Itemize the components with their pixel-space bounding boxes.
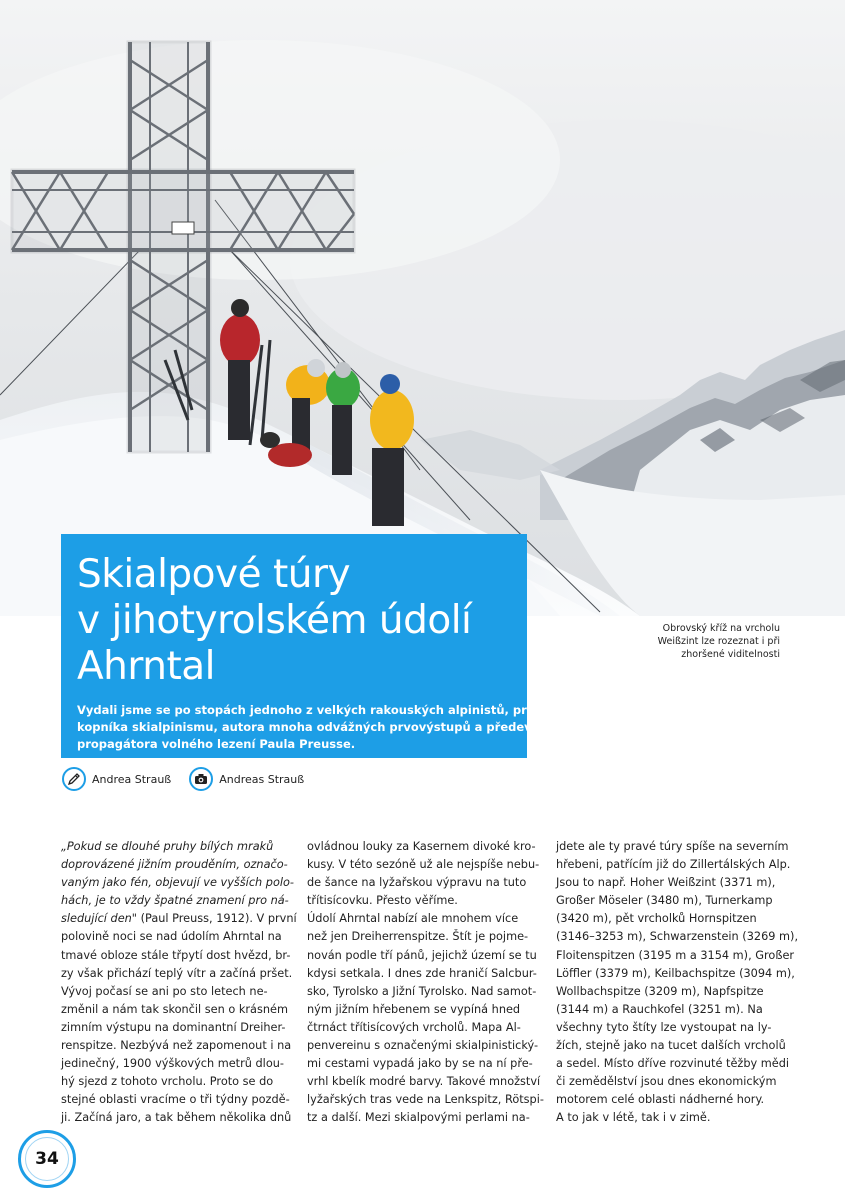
photo-caption xyxy=(628,622,780,661)
text-line xyxy=(61,838,293,856)
caption-line: Weißzint lze rozeznat i při xyxy=(657,636,780,647)
text-line: (3146–3253 m), Schwarzenstein (3269 m), xyxy=(556,930,799,944)
text-line: Vývoj počasí se ani po sto letech ne- xyxy=(61,984,268,998)
text-line: a sedel. Místo dříve rozvinuté těžby mědi xyxy=(556,1057,790,1071)
text-line: všechny tyto štíty lze vystoupat na ly- xyxy=(556,1020,772,1034)
text-line: kdysi setkala. I dnes zde hraničí Salcbur- xyxy=(307,966,537,980)
text-line: (3144 m) a Rauchkofel (3251 m). Na xyxy=(556,1002,763,1016)
text-column-3 xyxy=(556,838,799,1128)
text-line: (3420 m), pět vrcholků Hornspitzen xyxy=(556,912,757,926)
text-line: lyžařských tras vede na Lenkspitz, Rötspi- xyxy=(307,1093,544,1107)
text-line xyxy=(61,874,293,892)
text-line: hřebeni, patřícím již do Zillertálských Alp. xyxy=(556,858,791,872)
text-line: renspitze. Nezbývá než zapomenout i na xyxy=(61,1039,292,1053)
caption-line: zhoršené viditelnosti xyxy=(681,649,780,660)
text-line: polovině noci se nad údolím Ahrntal na xyxy=(61,930,282,944)
text-line: změnil a nám tak skončil sen o krásném xyxy=(61,1002,288,1016)
quote-text: sledující den" xyxy=(61,912,138,926)
text-line: Großer Möseler (3480 m), Turnerkamp xyxy=(556,894,773,908)
text-line: vrhl kbelík modré barvy. Takové množství xyxy=(307,1075,541,1089)
quote-text: „Pokud se dlouhé pruhy bílých mraků xyxy=(61,840,274,853)
text-column-1 xyxy=(61,838,297,1128)
title-line-1: Skialpové túry xyxy=(77,552,351,597)
photographer-name: Andreas Strauß xyxy=(219,772,305,786)
text-line: žích, stejně jako na tucet dalších vrcholů xyxy=(556,1039,786,1053)
lead-line: kopníka skialpinismu, autora mnoha odvážných prvovýstupů a především xyxy=(77,720,555,734)
page-number: 34 xyxy=(35,1149,59,1169)
text-line: kusy. V této sezóně už ale nejspíše nebu- xyxy=(307,858,540,872)
text-line: hý sjezd z tohoto vrcholu. Proto se do xyxy=(61,1075,274,1089)
text-line xyxy=(61,856,293,874)
text-line: stejné oblasti vracíme o tři týdny pozdě- xyxy=(61,1093,290,1107)
article-lead xyxy=(77,702,555,753)
text-line: A to jak v létě, tak i v zimě. xyxy=(556,1111,711,1125)
text-line: de šance na lyžařskou výpravu na tuto xyxy=(307,876,527,890)
text-line: jedinečný, 1900 výškových metrů dlou- xyxy=(61,1057,284,1071)
author-credit xyxy=(62,767,171,791)
quote-text: vaným jako fén, objevují ve vyšších polo- xyxy=(61,876,294,890)
text-line: než jen Dreiherrenspitze. Štít je pojme- xyxy=(307,930,529,944)
camera-icon xyxy=(189,767,213,791)
lead-line: Vydali jsme se po stopách jednoho z velkých rakouských alpinistů, prů- xyxy=(77,703,540,717)
text-line: jdete ale ty pravé túry spíše na severním xyxy=(556,840,789,853)
quote-text: hách, je to vždy špatné znamení pro ná- xyxy=(61,894,289,908)
text-line: Floitenspitzen (3195 m a 3154 m), Großer xyxy=(556,948,795,962)
text-line: ji. Začíná jaro, a tak během několika dnů xyxy=(61,1111,292,1125)
text-line xyxy=(61,910,297,928)
author-name: Andrea Strauß xyxy=(92,772,172,786)
text-line: Löffler (3379 m), Keilbachspitze (3094 m), xyxy=(556,966,795,980)
text-line: ovládnou louky za Kasernem divoké kro- xyxy=(307,840,536,853)
title-line-3: Ahrntal xyxy=(77,644,215,689)
photographer-credit xyxy=(189,767,304,791)
quote-text: doprovázené jižním prouděním, označo- xyxy=(61,858,288,872)
text-line xyxy=(61,892,293,910)
text-line: tmavé obloze stále třpytí dost hvězd, br- xyxy=(61,948,291,962)
text-line: třítisícovku. Přesto věříme. xyxy=(307,894,458,908)
caption-line: Obrovský kříž na vrcholu xyxy=(662,623,780,634)
text-line: penvereinu s označenými skialpinistický- xyxy=(307,1039,539,1053)
text-column-2 xyxy=(307,838,544,1128)
title-box xyxy=(61,534,555,758)
text-line: sko, Tyrolsko a Jižní Tyrolsko. Nad samot- xyxy=(307,984,537,998)
text-line: či zemědělství jsou dnes ekonomickým xyxy=(556,1075,777,1089)
article-title xyxy=(77,552,511,690)
title-line-2: v jihotyrolském údolí xyxy=(77,598,472,643)
credits xyxy=(62,766,312,792)
text-line: Wollbachspitze (3209 m), Napfspitze xyxy=(556,984,764,998)
text-fragment: (Paul Preuss, 1912). V první xyxy=(137,912,297,926)
text-line: motorem celé oblasti nádherné hory. xyxy=(556,1093,765,1107)
text-line: mi cestami vypadá jako by se na ní pře- xyxy=(307,1057,533,1071)
lead-line: propagátora volného lezení Paula Preusse. xyxy=(77,737,356,751)
text-line: Jsou to např. Hoher Weißzint (3371 m), xyxy=(556,876,776,890)
text-line: zy však přichází teplý vítr a začíná pršet. xyxy=(61,966,293,980)
text-line: ným jižním hřebenem se vypíná hned xyxy=(307,1002,521,1016)
pen-icon xyxy=(62,767,86,791)
text-line: Údolí Ahrntal nabízí ale mnohem více xyxy=(307,912,519,926)
text-line: čtrnáct třítisícových vrcholů. Mapa Al- xyxy=(307,1020,521,1034)
text-line: zimním výstupu na dominantní Dreiher- xyxy=(61,1020,286,1034)
page-number-badge xyxy=(18,1130,76,1188)
text-line: nován podle tří pánů, jejichž území se tu xyxy=(307,948,537,962)
text-line: tz a další. Mezi skialpovými perlami na- xyxy=(307,1111,530,1125)
